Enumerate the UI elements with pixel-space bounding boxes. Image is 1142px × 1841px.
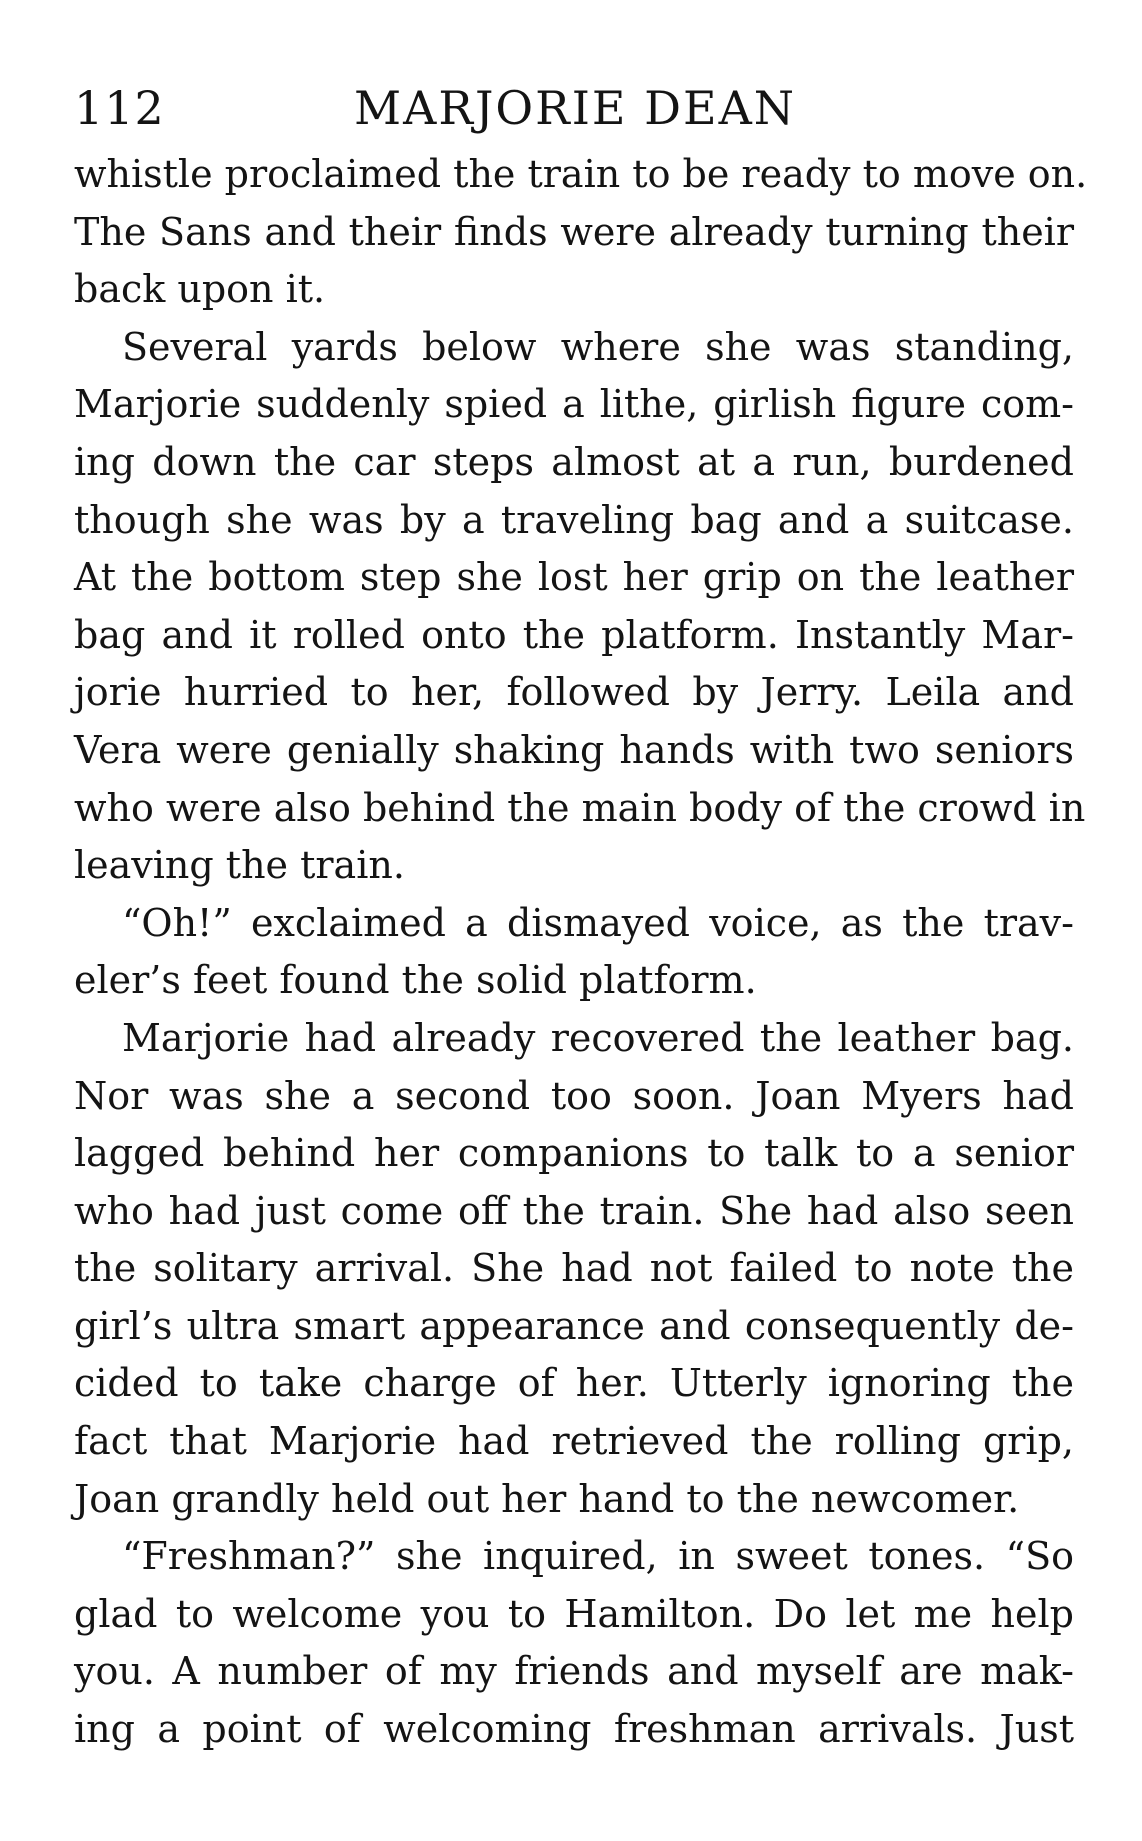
text-line: The Sans and their finds were already turning their (74, 209, 1074, 254)
text-line: “Freshman?” she inquired, in sweet tones. “So (122, 1534, 1074, 1579)
page-number: 112 (74, 81, 165, 135)
text-line: Several yards below where she was standing, (122, 324, 1074, 369)
text-line: ing a point of welcoming freshman arrivals. Just (74, 1707, 1074, 1752)
text-line: though she was by a traveling bag and a suitcase. (74, 497, 1074, 542)
text-line: bag and it rolled onto the platform. Instantly Mar- (74, 612, 1074, 657)
book-page (74, 78, 1088, 1759)
body-text (74, 146, 1088, 1759)
text-line: At the bottom step she lost her grip on the leather (74, 555, 1074, 600)
text-line: Nor was she a second too soon. Joan Myers had (74, 1073, 1074, 1118)
text-line: cided to take charge of her. Utterly ignoring the (74, 1361, 1074, 1406)
text-line: leaving the train. (74, 843, 405, 888)
text-line: girl’s ultra smart appearance and consequently de- (74, 1303, 1074, 1348)
text-line: “Oh!” exclaimed a dismayed voice, as the trav- (122, 900, 1074, 945)
text-line: the solitary arrival. She had not failed to note the (74, 1246, 1074, 1291)
text-line: Vera were genially shaking hands with two seniors (74, 727, 1074, 772)
running-title: MARJORIE DEAN (354, 81, 797, 135)
text-line: who were also behind the main body of the crowd in (74, 785, 1086, 830)
text-line: jorie hurried to her, followed by Jerry. Leila and (74, 670, 1074, 715)
text-line: Marjorie suddenly spied a lithe, girlish figure com- (74, 382, 1074, 427)
text-line: lagged behind her companions to talk to a senior (74, 1131, 1074, 1176)
running-header (74, 78, 1074, 138)
text-line: Marjorie had already recovered the leather bag. (122, 1015, 1074, 1060)
text-line: ing down the car steps almost at a run, burdened (74, 439, 1074, 484)
text-line: whistle proclaimed the train to be ready to move on. (74, 152, 1088, 196)
text-line: you. A number of my friends and myself are mak- (74, 1649, 1074, 1694)
text-line: glad to welcome you to Hamilton. Do let me help (74, 1591, 1074, 1636)
text-line: who had just come off the train. She had also seen (74, 1188, 1074, 1233)
text-line: back upon it. (74, 267, 326, 312)
text-line: Joan grandly held out her hand to the newcomer. (74, 1476, 1020, 1521)
text-line: fact that Marjorie had retrieved the rolling grip, (74, 1419, 1074, 1464)
text-line: eler’s feet found the solid platform. (74, 958, 757, 1003)
